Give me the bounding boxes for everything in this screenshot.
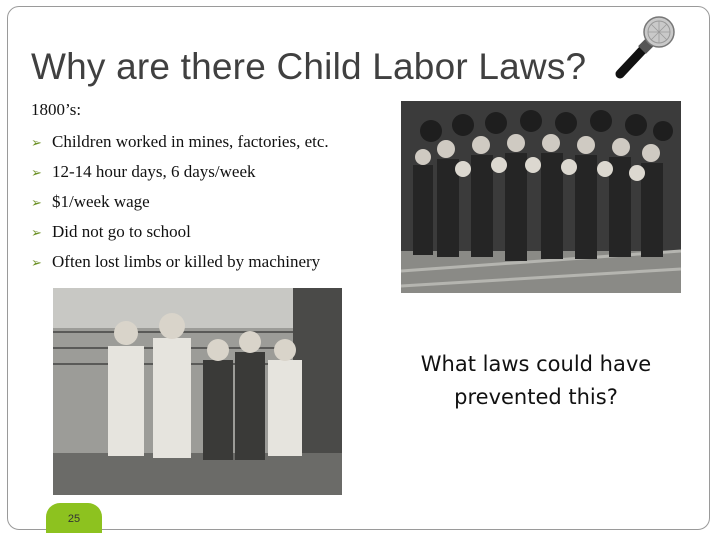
bullet-item: ➢ Children worked in mines, factories, etc.	[31, 132, 329, 162]
page-number-badge: 25	[46, 503, 102, 533]
slide-title: Why are there Child Labor Laws?	[31, 46, 587, 87]
bullet-arrow-icon: ➢	[31, 165, 42, 180]
bullet-arrow-icon: ➢	[31, 225, 42, 240]
bullet-item: ➢ $1/week wage	[31, 192, 329, 222]
bullet-list	[31, 132, 329, 282]
microphone-icon	[612, 12, 678, 80]
bullet-arrow-icon: ➢	[31, 195, 42, 210]
bullet-arrow-icon: ➢	[31, 255, 42, 270]
bullet-arrow-icon: ➢	[31, 135, 42, 150]
mine-boys-photo	[401, 101, 681, 293]
bullet-item: ➢ Did not go to school	[31, 222, 329, 252]
bullet-item: ➢ Often lost limbs or killed by machinery	[31, 252, 329, 282]
bullet-item: ➢ 12-14 hour days, 6 days/week	[31, 162, 329, 192]
intro-text: 1800’s:	[31, 100, 82, 119]
discussion-question: What laws could have prevented this?	[420, 352, 652, 409]
mill-children-photo	[53, 288, 342, 495]
